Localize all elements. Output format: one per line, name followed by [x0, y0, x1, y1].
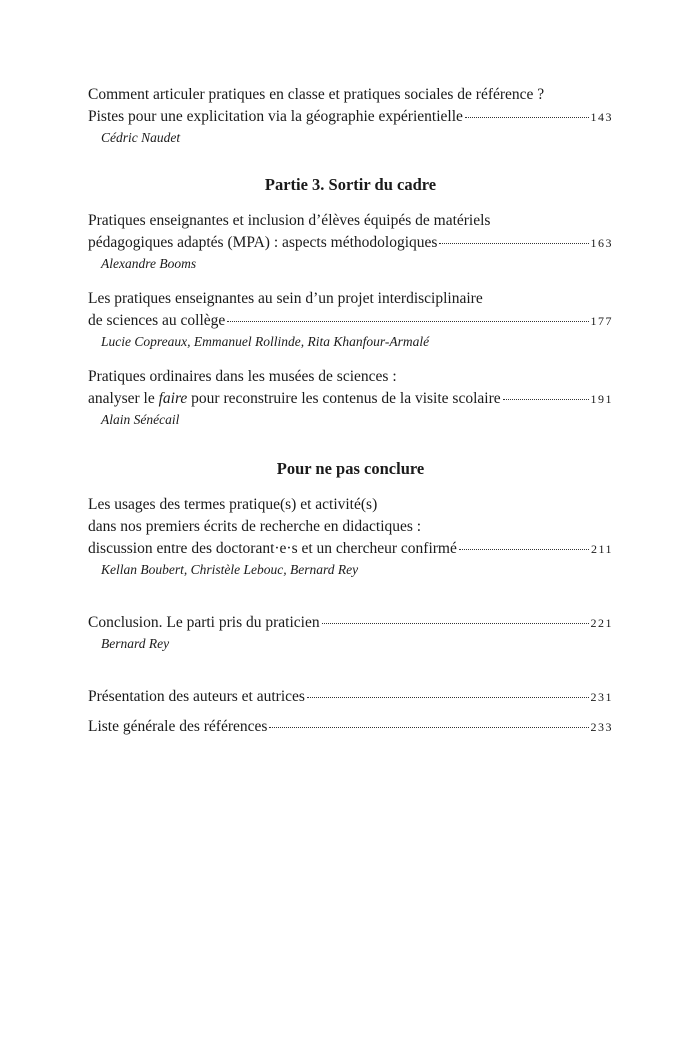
section-title: Pour ne pas conclure: [276, 459, 425, 478]
entry-title-text: discussion entre des doctorant·e·s et un chercheur confirmé: [88, 540, 457, 557]
dot-leader: [307, 697, 589, 698]
toc-entry: [88, 612, 613, 654]
page-number: 191: [590, 392, 613, 406]
entry-title-emphasis: faire: [158, 390, 188, 407]
toc-content: [88, 84, 613, 752]
entry-authors: Kellan Boubert, Christèle Lebouc, Bernard Rey: [101, 562, 359, 577]
entry-title-last-line: [88, 388, 613, 410]
entry-title-line: Les pratiques enseignantes au sein d’un projet interdisciplinaire: [88, 290, 483, 307]
entry-authors: Alexandre Booms: [101, 256, 197, 271]
entry-authors: Bernard Rey: [101, 636, 170, 651]
spacer: [88, 594, 613, 612]
dot-leader: [503, 399, 589, 400]
toc-entry: [88, 288, 613, 352]
page-number: 177: [590, 314, 613, 328]
entry-title-line: dans nos premiers écrits de recherche en didactiques :: [88, 518, 422, 535]
entry-title-text: Présentation des auteurs et autrices: [88, 688, 305, 705]
entry-title-text: Conclusion. Le parti pris du praticien: [88, 614, 320, 631]
toc-entry: [88, 686, 613, 708]
entry-title-last-line: [88, 310, 613, 332]
entry-title-line: Comment articuler pratiques en classe et pratiques sociales de référence ?: [88, 86, 545, 103]
entry-title-text: de sciences au collège: [88, 312, 226, 329]
entry-title-last-line: [88, 106, 613, 128]
page-number: 211: [590, 542, 613, 556]
page-number: 163: [590, 236, 613, 250]
entry-title-text: [88, 388, 501, 410]
entry-title-text-post: pour reconstruire les contenus de la visite scolaire: [187, 390, 501, 407]
entry-title-line: Pratiques enseignantes et inclusion d’élèves équipés de matériels: [88, 212, 491, 229]
entry-title-text: Liste générale des références: [88, 718, 268, 735]
entry-authors: Lucie Copreaux, Emmanuel Rollinde, Rita Khanfour-Armalé: [101, 334, 430, 349]
dot-leader: [439, 243, 588, 244]
dot-leader: [227, 321, 588, 322]
spacer: [88, 668, 613, 686]
dot-leader: [465, 117, 589, 118]
entry-title-line: Pratiques ordinaires dans les musées de sciences :: [88, 368, 397, 385]
dot-leader: [269, 727, 588, 728]
page-number: 233: [590, 720, 613, 734]
toc-entry: [88, 84, 613, 148]
page-number: 231: [590, 690, 613, 704]
page-number: 221: [590, 616, 613, 630]
entry-title-last-line: [88, 716, 613, 738]
toc-entry: [88, 210, 613, 274]
section-title: Partie 3. Sortir du cadre: [264, 175, 437, 194]
entry-title-last-line: [88, 686, 613, 708]
entry-title-last-line: [88, 538, 613, 560]
toc-entry: [88, 716, 613, 738]
page-number: 143: [590, 110, 613, 124]
entry-title-line: Les usages des termes pratique(s) et activité(s): [88, 496, 378, 513]
entry-authors: Alain Sénécail: [101, 412, 180, 427]
entry-title-text-pre: analyser le: [88, 390, 159, 407]
toc-entry: [88, 494, 613, 580]
entry-title-text: Pistes pour une explicitation via la géographie expérientielle: [88, 108, 463, 125]
entry-title-last-line: [88, 232, 613, 254]
entry-title-last-line: [88, 612, 613, 634]
toc-entry: [88, 366, 613, 430]
dot-leader: [322, 623, 589, 624]
entry-title-text: pédagogiques adaptés (MPA) : aspects méthodologiques: [88, 234, 438, 251]
entry-authors: Cédric Naudet: [101, 130, 181, 145]
dot-leader: [459, 549, 589, 550]
